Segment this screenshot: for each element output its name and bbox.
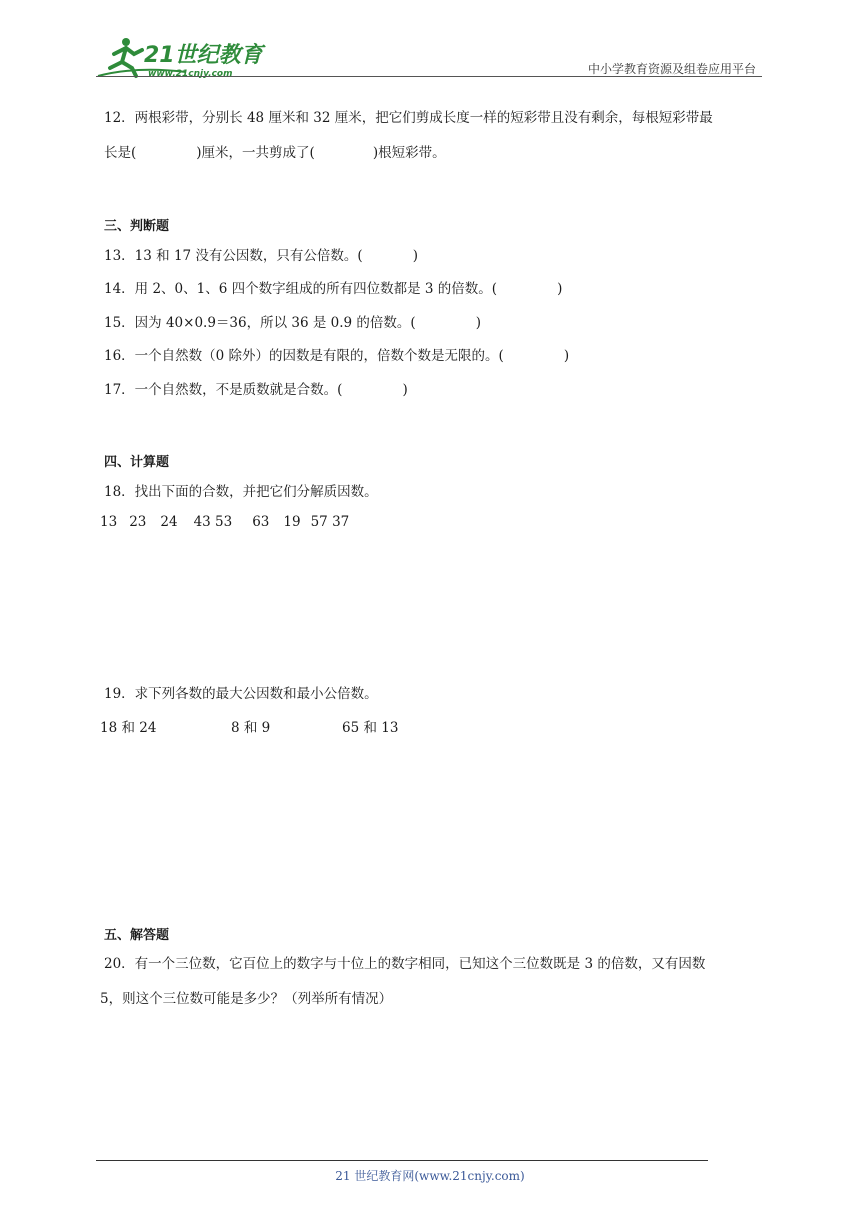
q19-pair-3: 65 和 13 — [342, 720, 399, 736]
footer-link[interactable]: 21 世纪教育网(www.21cnjy.com) — [335, 1169, 525, 1183]
q12-line1: 12．两根彩带，分别长 48 厘米和 32 厘米，把它们剪成长度一样的短彩带且没有剩余，每根短彩带最 — [104, 110, 713, 126]
q18: 18．找出下面的合数，并把它们分解质因数。 — [104, 484, 378, 500]
footer-divider — [96, 1160, 708, 1161]
q17: 17．一个自然数，不是质数就是合数。( ) — [104, 382, 408, 398]
q20-line1: 20．有一个三位数，它百位上的数字与十位上的数字相同，已知这个三位数既是 3 的倍数，又有因数 — [104, 956, 706, 972]
svg-text:www.21cnjy.com: www.21cnjy.com — [148, 69, 233, 79]
q19-pair-1: 18 和 24 — [100, 720, 157, 736]
platform-name: 中小学教育资源及组卷应用平台 — [587, 62, 756, 76]
q14: 14．用 2、0、1、6 四个数字组成的所有四位数都是 3 的倍数。( ) — [104, 281, 563, 297]
q15: 15．因为 40×0.9＝36，所以 36 是 0.9 的倍数。( ) — [104, 315, 481, 331]
section3-title: 三、判断题 — [104, 219, 170, 234]
q13: 13．13 和 17 没有公因数，只有公倍数。( ) — [104, 248, 418, 264]
header-divider — [96, 76, 762, 77]
q19: 19．求下列各数的最大公因数和最小公倍数。 — [104, 686, 378, 702]
q16: 16．一个自然数（0 除外）的因数是有限的，倍数个数是无限的。( ) — [104, 348, 570, 364]
q12-line2: 长是( )厘米，一共剪成了( )根短彩带。 — [104, 145, 446, 161]
q20-line2: 5，则这个三位数可能是多少？（列举所有情况） — [100, 991, 393, 1007]
q19-pair-2: 8 和 9 — [231, 720, 271, 736]
q18-numbers: 13 23 24 43 53 63 19 57 37 — [100, 514, 350, 530]
svg-text:21世纪教育: 21世纪教育 — [144, 43, 263, 68]
section5-title: 五、解答题 — [104, 928, 170, 943]
site-logo — [96, 32, 266, 80]
section4-title: 四、计算题 — [104, 455, 170, 470]
